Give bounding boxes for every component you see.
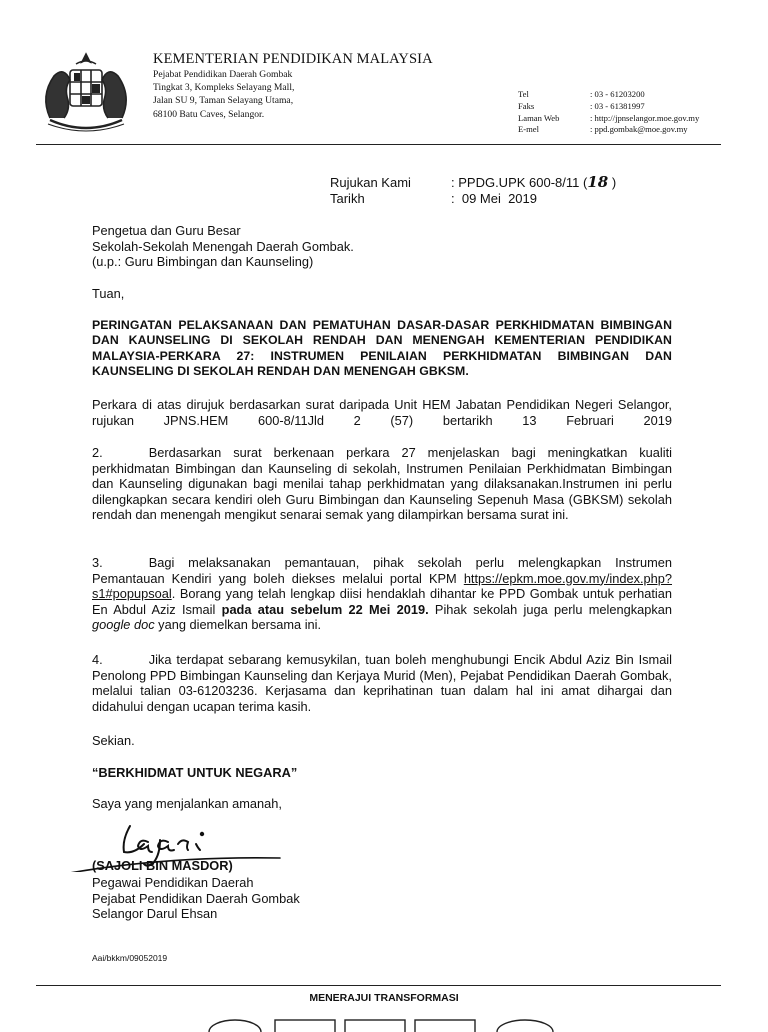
address-line: Pejabat Pendidikan Daerah Gombak [153,69,293,80]
paragraph-number: 4. [92,652,103,667]
footer-logos-icon [205,1012,565,1032]
address-line: 68100 Batu Caves, Selangor. [153,108,265,120]
recipient-block [92,223,672,270]
footer-slogan: MENERAJUI TRANSFORMASI [309,992,459,1004]
paragraph-3 [92,555,672,633]
deadline-text: pada atau sebelum 22 Mei 2019. [221,601,429,617]
contact-value: : ppd.gombak@moe.gov.my [590,124,688,135]
signatory-name: (SAJOLI BIN MASDOR) [92,858,233,873]
reference-value: : PPDG.UPK 600-8/11 (18 ) [451,173,617,191]
header-divider [36,144,721,145]
footer-divider [36,985,721,986]
contact-block [518,89,699,136]
recipient-line: Sekolah-Sekolah Menengah Daerah Gombak. [92,238,354,254]
trust-line: Saya yang menjalankan amanah, [92,796,282,811]
letter-subject: PERINGATAN PELAKSANAAN DAN PEMATUHAN DASAR-DASAR PERKHIDMATAN BIMBINGAN DAN KAUNSELING DI SEKOLAH RENDAH DAN MENENGAH KEMENTERIAN PENDIDIKAN MALAYSIA-PERKARA 27: INSTRUMEN PENILAIAN PERKHIDMATAN BIMBINGAN DAN KAUNSELING DI SEKOLAH RENDAH DAN MENENGAH GBKSM. [92,318,672,379]
contact-label: Faks [518,100,535,111]
ministry-name: KEMENTERIAN PENDIDIKAN MALAYSIA [153,51,433,67]
salutation: Tuan, [92,286,125,301]
reference-handwritten-number: 18 [587,173,609,191]
office-address [153,68,294,121]
paragraph-number: 3. [92,555,103,570]
contact-value: : 03 - 61203200 [590,89,645,99]
reference-label: Rujukan Kami [330,175,411,190]
paragraph-text: Berdasarkan surat berkenaan perkara 27 menjelaskan bagi meningkatkan kualiti perkhidmatan Bimbingan dan Kaunseling di sekolah, Instrumen Penilaian Perkhidmatan Bimbingan dan Kaunseling digunakan bagi menilai tahap perkhidmatan yang dilaksanakan.Instrumen ini perlu dilengkapkan secara kendiri oleh Guru Bimbingan dan Kaunseling Sepenuh Masa (GBKSM) sekolah rendah dan menengah mengikut senarai semak yang dilampirkan bersama surat ini. [92,445,672,523]
reference-block [330,175,616,206]
epkm-portal-link[interactable]: https://epkm.moe.gov.my/index.php?s1#popupsoal [92,570,672,602]
paragraph-text: . Borang yang telah lengkap diisi hendaklah dihantar ke PPD Gombak untuk perhatian En Abdul Aziz Ismail [92,586,672,617]
malaysia-coat-of-arms-icon [36,48,136,134]
intro-paragraph: Perkara di atas dirujuk berdasarkan surat daripada Unit HEM Jabatan Pendidikan Negeri Selangor, rujukan JPNS.HEM 600-8/11Jld 2 (57) bertarikh 13 Februari 2019 [92,397,672,428]
date-label: Tarikh [330,190,365,206]
contact-label: E-mel [518,124,539,135]
paragraph-text: Jika terdapat sebarang kemusykilan, tuan boleh menghubungi Encik Abdul Aziz Bin Ismail Penolong PPD Bimbingan Kaunseling dan Kerjaya Murid (Men), Pejabat Pendidikan Daerah Gombak, melalui talian 03-61203236. Kerjasama dan keprihatinan tuan dalam hal ini amat dihargai dan didahului dengan ucapan terima kasih. [92,652,672,714]
signatory-line: Pejabat Pendidikan Daerah Gombak [92,890,300,906]
signatory-line: Pegawai Pendidikan Daerah [92,875,254,890]
paragraph-4 [92,652,672,714]
contact-value: : http://jpnselangor.moe.gov.my [590,112,700,123]
contact-label: Laman Web [518,112,560,123]
paragraph-2 [92,445,672,523]
paragraph-text: Pihak sekolah juga perlu melengkapkan [428,601,672,617]
recipient-line: (u.p.: Guru Bimbingan dan Kaunseling) [92,254,314,270]
address-line: Jalan SU 9, Taman Selayang Utama, [153,95,294,107]
google-doc-text: google doc [92,617,155,633]
paragraph-text: Bagi melaksanakan pemantauan, pihak sekolah perlu melengkapkan Instrumen Pemantauan Kendiri yang boleh diekses melalui portal KPM [92,555,672,586]
file-reference: Aai/bkkm/09052019 [92,953,168,963]
date-value: : 09 Mei 2019 [451,190,537,206]
paragraph-text: yang diemelkan bersama ini. [154,617,322,633]
closing-text: Sekian. [92,733,135,748]
signatory-title-block [92,875,672,922]
contact-value: : 03 - 61381997 [590,100,645,111]
address-line: Tingkat 3, Kompleks Selayang Mall, [153,82,295,94]
paragraph-number: 2. [92,445,103,460]
contact-label: Tel [518,89,529,99]
recipient-line: Pengetua dan Guru Besar [92,223,241,238]
motto: “BERKHIDMAT UNTUK NEGARA” [92,765,298,780]
signatory-line: Selangor Darul Ehsan [92,906,218,922]
